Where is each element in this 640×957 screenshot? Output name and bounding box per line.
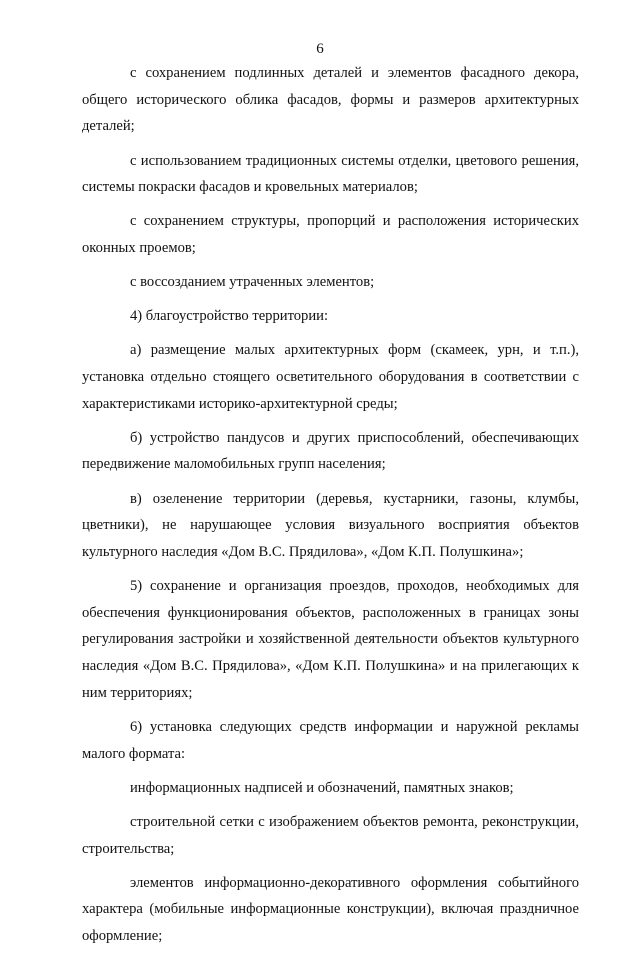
paragraph-information-signs: информационных надписей и обозначений, памятных знаков;	[130, 779, 514, 796]
document-body	[82, 60, 579, 957]
paragraph-small-architectural-forms: а) размещение малых архитектурных форм (скамеек, урн, и т.п.), установка отдельно стоящего осветительного оборудования в соответствии с характеристиками историко-архитектурной среды;	[82, 342, 579, 412]
paragraph-finishing-systems: с использованием традиционных системы отделки, цветового решения, системы покраски фасадов и кровельных материалов;	[82, 152, 579, 196]
paragraph-landscaping-heading: 4) благоустройство территории:	[130, 308, 329, 325]
paragraph-construction-mesh: строительной сетки с изображением объектов ремонта, реконструкции, строительства;	[82, 813, 579, 857]
paragraph-ramps: б) устройство пандусов и других приспособлений, обеспечивающих передвижение маломобильных групп населения;	[82, 429, 579, 473]
page-number: 6	[316, 41, 324, 57]
paragraph-driveways: 5) сохранение и организация проездов, проходов, необходимых для обеспечения функционирования объектов, расположенных в границах зоны регулирования застройки и хозяйственной деятельности объектов культурного наследия «Дом В.С. Прядилова», «Дом К.П. Полушкина» и на прилегающих к ним территориях;	[82, 578, 579, 701]
paragraph-greening: в) озеленение территории (деревья, кустарники, газоны, клумбы, цветники), не нарушающее условия визуального восприятия объектов культурного наследия «Дом В.С. Прядилова», «Дом К.П. Полушкина»;	[82, 490, 579, 560]
paragraph-window-openings: с сохранением структуры, пропорций и расположения исторических оконных проемов;	[82, 213, 579, 256]
paragraph-facade-decor: с сохранением подлинных деталей и элементов фасадного декора, общего исторического облика фасадов, формы и размеров архитектурных деталей;	[82, 65, 579, 135]
paragraph-advertising-heading: 6) установка следующих средств информации и наружной рекламы малого формата:	[82, 718, 579, 762]
paragraph-lost-elements: с воссозданием утраченных элементов;	[130, 274, 375, 291]
paragraph-event-decoration: элементов информационно-декоративного оформления событийного характера (мобильные информационные конструкции), включая праздничное оформление;	[82, 874, 579, 945]
